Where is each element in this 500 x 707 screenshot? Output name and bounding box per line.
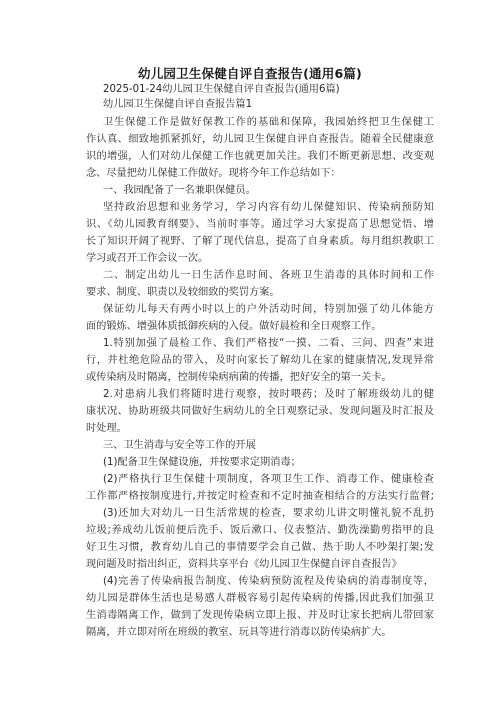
paragraph-line: 识、《幼儿园教育纲要》、当前时事等。通过学习大家提高了思想觉悟、增 <box>86 219 434 230</box>
paragraph-line: 长了知识开阔了视野、了解了现代信息，提高了自身素质。每月组织教职工 <box>86 236 434 247</box>
paragraph-line: 生消毒隔离工作，做到了发现传染病立即上报、并及时让家长把病儿带回家 <box>86 610 434 621</box>
paragraph-line: 幼儿园是群体生活也是易感人群极容易引起传染病的传播,因此我们加强卫 <box>86 593 434 604</box>
paragraph-line: 作认真、细致地抓紧抓好，幼儿园卫生保健自评自查报告。随着全民健康意 <box>86 134 434 145</box>
paragraph-line: 工作都严格按制度进行,并按定时检查和不定时抽查相结合的方法实行监督; <box>86 491 434 502</box>
paragraph-line: 2.对患病儿我们将随时进行观察，按时喂药；及时了解班级幼儿的健 <box>103 389 434 400</box>
paragraph-line: (2)严格执行卫生保健十项制度，各项卫生工作、消毒工作、健康检查 <box>103 474 434 485</box>
paragraph-line: 好卫生习惯，教育幼儿自己的事情要学会自己做、热于助人不吵架打架;发 <box>86 542 434 553</box>
paragraph-line: 或传染病及时隔离，控制传染病病菌的传播，把好安全的第一关卡。 <box>86 372 392 383</box>
paragraph-line: 识的增强，人们对幼儿保健工作也就更加关注。我们不断更新思想、改变观 <box>86 151 434 162</box>
paragraph-line: (3)还加大对幼儿一日生活常规的检查，要求幼儿讲文明懂礼貌不乱扔 <box>103 508 434 519</box>
paragraph-line: 要求、制度、职责以及较细致的奖罚方案。 <box>86 287 280 298</box>
paragraph-line: 垃圾;养成幼儿饭前便后洗手、饭后漱口、仪表整洁、勤洗澡勤剪指甲的良 <box>86 525 434 536</box>
heading-line: 二、制定出幼儿一日生活作息时间、各班卫生消毒的具体时间和工作 <box>103 270 434 281</box>
paragraph-line: 时处理。 <box>86 423 127 434</box>
paragraph-line: (4)完善了传染病报告制度、传染病预防流程及传染病的消毒制度等， <box>103 576 434 587</box>
heading-line: 三、卫生消毒与安全等工作的开展 <box>103 440 256 451</box>
paragraph-line: 保证幼儿每天有两小时以上的户外活动时间，特别加强了幼儿体能方 <box>103 304 434 315</box>
paragraph-line: 康状况、协助班级共同做好生病幼儿的全日观察记录、发现问题及时汇报及 <box>86 406 434 417</box>
date-line: 2025-01-24幼儿园卫生保健自评自查报告(通用6篇) <box>103 84 340 95</box>
paragraph-line: (1)配备卫生保健设施，并按要求定期消毒； <box>103 457 301 468</box>
paragraph-line: 1.特别加强了晨检工作、我们严格按“一摸、二看、三问、四查”来进 <box>103 338 434 349</box>
paragraph-line: 学习或召开工作会议一次。 <box>86 253 209 264</box>
paragraph-line: 面的锻炼、增强体质抵御疾病的入侵。做好晨检和全日观察工作。 <box>86 321 382 332</box>
paragraph-line: 念、尽量把幼儿保健工作做好。现将今年工作总结如下： <box>86 168 341 179</box>
paragraph-line: 行，并杜绝危险品的带入，及时向家长了解幼儿在家的健康情况,发现异常 <box>86 355 434 366</box>
paragraph-line: 隔离，并立即对所在班级的教室、玩具等进行消毒以防传染病扩大。 <box>86 627 392 638</box>
heading-line: 一、我园配备了一名兼职保健员。 <box>103 185 256 196</box>
paragraph-line: 卫生保健工作是做好保教工作的基础和保障，我园始终把卫生保健工 <box>103 117 434 128</box>
paragraph-line: 现问题及时指出纠正，资料共享平台《幼儿园卫生保健自评自查报告》 <box>86 559 402 570</box>
document-title: 幼儿园卫生保健自评自查报告(通用6篇) <box>138 66 362 81</box>
paragraph-line: 坚持政治思想和业务学习，学习内容有幼儿保健知识、传染病预防知 <box>103 202 434 213</box>
section-heading: 幼儿园卫生保健自评自查报告篇1 <box>103 99 253 110</box>
